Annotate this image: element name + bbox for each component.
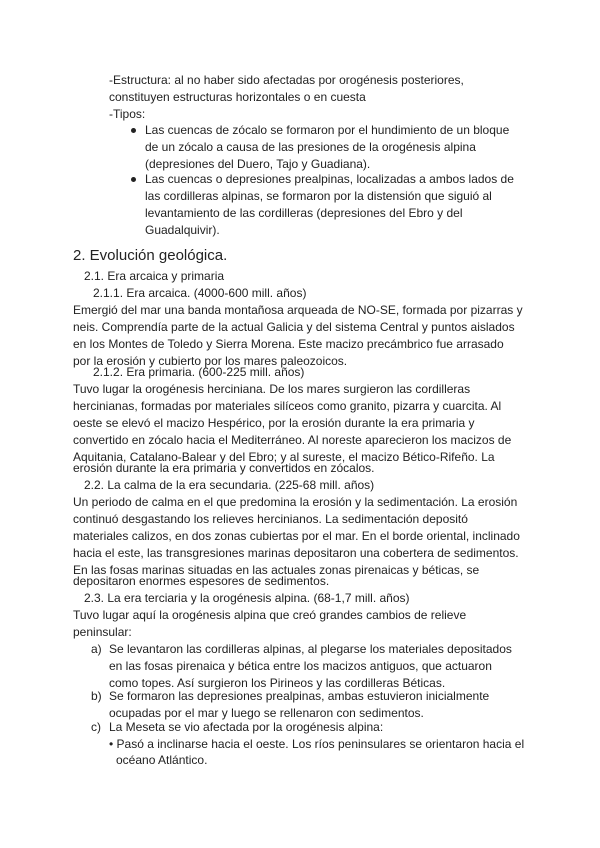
list-item-line: como topes. Así surgieron los Pirineos y las cordilleras Béticas. [109, 676, 446, 690]
bullet-2-line: levantamiento de las cordilleras (depresiones del Ebro y del [145, 206, 463, 220]
paragraph-line: hacia el este, las transgresiones marinas depositaron una cobertera de sedimentos. [73, 546, 519, 560]
paragraph-line: oeste se elevó el macizo Hespérico, por la erosión durante la era primaria y [73, 416, 475, 430]
paragraph-line: depositaron enormes espesores de sedimentos. [73, 574, 330, 588]
subsection-title: 2.1.2. Era primaria. (600-225 mill. años) [93, 365, 305, 379]
paragraph-line: Un periodo de calma en el que predomina la erosión y la sedimentación. La erosión [73, 495, 518, 509]
list-item-line: Se formaron las depresiones prealpinas, ambas estuvieron inicialmente [109, 689, 490, 703]
paragraph-line: Tuvo lugar la orogénesis herciniana. De los mares surgieron las cordilleras [73, 382, 471, 396]
paragraph-line: en los Montes de Toledo y Sierra Morena. Este macizo precámbrico fue arrasado [73, 337, 504, 351]
tipos-label: -Tipos: [109, 107, 146, 121]
estructura-line: constituyen estructuras horizontales o en cuesta [109, 90, 366, 104]
bullet-2-line: las cordilleras alpinas, se formaron por la distensión que siguió al [145, 189, 492, 203]
bullet-1-line: Las cuencas de zócalo se formaron por el hundimiento de un bloque [145, 123, 510, 137]
paragraph-line: erosión durante la era primaria y convertidos en zócalos. [73, 461, 375, 475]
list-item-line: La Meseta se vio afectada por la orogénesis alpina: [109, 720, 384, 734]
estructura-line: -Estructura: al no haber sido afectadas por orogénesis posteriores, [109, 73, 464, 87]
bullet-1-line: (depresiones del Duero, Tajo y Guadiana). [145, 157, 371, 171]
paragraph-line: neis. Comprendía parte de la actual Galicia y del sistema Central y puntos aislados [73, 320, 515, 334]
paragraph-line: materiales calizos, en dos zonas cubiertas por el mar. En el borde oriental, inclinado [73, 529, 520, 543]
list-item-line: ocupadas por el mar y luego se rellenaron con sedimentos. [109, 706, 424, 720]
list-marker: b) [91, 689, 102, 703]
paragraph-line: Tuvo lugar aquí la orogénesis alpina que creó grandes cambios de relieve [73, 608, 467, 622]
paragraph-line: continuó desgastando los relieves hercinianos. La sedimentación depositó [73, 512, 468, 526]
paragraph-line: En las fosas marinas situadas en las actuales zonas pirenaicas y béticas, se [73, 563, 480, 577]
list-marker: c) [91, 720, 101, 734]
paragraph-line: Emergió del mar una banda montañosa arqueada de NO-SE, formada por pizarras y [73, 303, 523, 317]
paragraph-line: peninsular: [73, 625, 132, 639]
list-item-line: en las fosas pirenaica y bética entre los macizos antiguos, que actuaron [109, 659, 492, 673]
section-title: 2. Evolución geológica. [73, 247, 228, 264]
bullet-2-line: Guadalquivir). [145, 223, 220, 237]
sub-bullet-line: • Pasó a inclinarse hacia el oeste. Los ríos peninsulares se orientaron hacia el [109, 737, 525, 751]
subsection-title: 2.1.1. Era arcaica. (4000-600 mill. años) [93, 286, 307, 300]
sub-bullet-line: océano Atlántico. [116, 753, 208, 767]
bullet-icon [131, 128, 136, 133]
bullet-icon [131, 177, 136, 182]
paragraph-line: convertido en zócalo hacia el Mediterráneo. Al noreste aparecieron los macizos de [73, 433, 512, 447]
subsection-title: 2.1. Era arcaica y primaria [84, 269, 225, 283]
bullet-1-line: de un zócalo a causa de las presiones de la orogénesis alpina [145, 140, 476, 154]
list-item-line: Se levantaron las cordilleras alpinas, al plegarse los materiales depositados [109, 642, 512, 656]
list-marker: a) [91, 642, 102, 656]
paragraph-line: hercinianas, formadas por materiales silíceos como granito, pizarra y cuarcita. Al [73, 399, 502, 413]
bullet-2-line: Las cuencas o depresiones prealpinas, localizadas a ambos lados de [145, 172, 514, 186]
paragraph-line: por la erosión y cubierto por los mares paleozoicos. [73, 354, 348, 368]
paragraph-line: Aquitania, Catalano-Balear y del Ebro; y al sureste, el macizo Bético-Rifeño. La [73, 450, 495, 464]
subsection-title: 2.3. La era terciaria y la orogénesis alpina. (68-1,7 mill. años) [84, 591, 410, 605]
subsection-title: 2.2. La calma de la era secundaria. (225-68 mill. años) [84, 478, 375, 492]
